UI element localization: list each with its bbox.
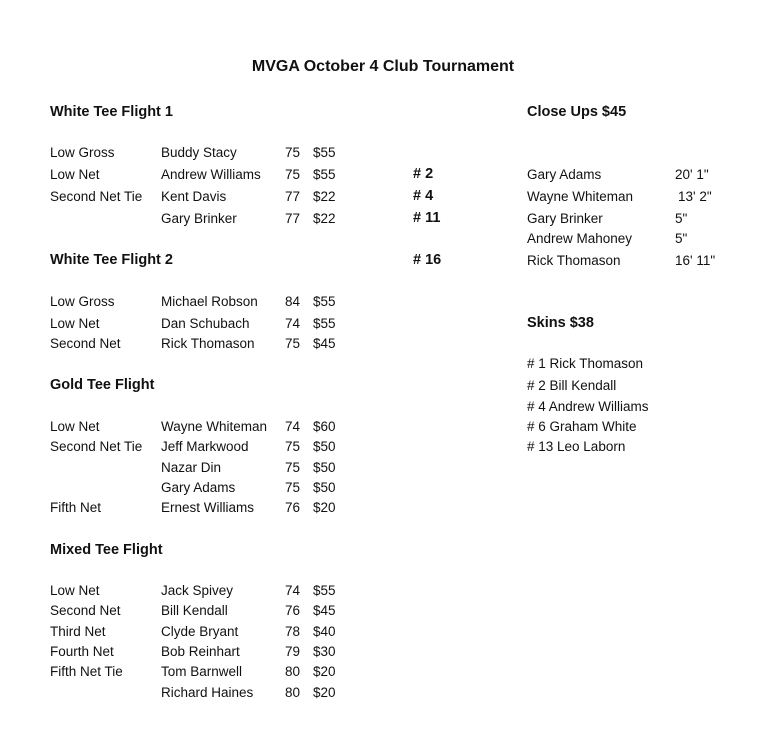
hole-number: # 16: [413, 252, 442, 268]
player-name: Gary Brinker: [161, 211, 237, 226]
score: 80: [285, 685, 301, 700]
closeup-player: Andrew Mahoney: [527, 231, 633, 246]
player-name: Rick Thomason: [161, 336, 255, 351]
prize: $55: [313, 167, 336, 182]
flight-heading: White Tee Flight 1: [50, 104, 173, 120]
score: 84: [285, 294, 301, 309]
hole-number: # 11: [413, 210, 441, 226]
score: 74: [285, 419, 301, 434]
skin-item: # 1 Rick Thomason: [527, 356, 644, 371]
score: 75: [285, 480, 301, 495]
closeup-player: Gary Brinker: [527, 211, 603, 226]
place-label: Low Net: [50, 316, 100, 331]
prize: $60: [313, 419, 336, 434]
prize: $50: [313, 439, 336, 454]
place-label: Low Gross: [50, 145, 115, 160]
player-name: Tom Barnwell: [161, 664, 243, 679]
hole-number: # 2: [413, 166, 434, 182]
prize: $22: [313, 189, 336, 204]
skin-item: # 2 Bill Kendall: [527, 378, 617, 393]
flight-heading: Mixed Tee Flight: [50, 542, 163, 558]
closeup-distance: 5": [675, 231, 688, 246]
player-name: Michael Robson: [161, 294, 258, 309]
closeup-distance: 5": [675, 211, 688, 226]
place-label: Low Gross: [50, 294, 115, 309]
player-name: Richard Haines: [161, 685, 254, 700]
prize: $45: [313, 336, 336, 351]
score: 75: [285, 336, 301, 351]
prize: $55: [313, 294, 336, 309]
hole-number: # 4: [413, 188, 434, 204]
skin-item: # 6 Graham White: [527, 419, 637, 434]
score: 76: [285, 500, 301, 515]
player-name: Clyde Bryant: [161, 624, 239, 639]
place-label: Low Net: [50, 167, 100, 182]
score: 75: [285, 167, 301, 182]
score: 77: [285, 189, 301, 204]
place-label: Fifth Net: [50, 500, 102, 515]
place-label: Fifth Net Tie: [50, 664, 123, 679]
player-name: Jeff Markwood: [161, 439, 249, 454]
prize: $50: [313, 460, 336, 475]
place-label: Second Net Tie: [50, 439, 143, 454]
score: 75: [285, 145, 301, 160]
prize: $30: [313, 644, 336, 659]
player-name: Kent Davis: [161, 189, 227, 204]
place-label: Second Net: [50, 603, 121, 618]
prize: $50: [313, 480, 336, 495]
score: 76: [285, 603, 301, 618]
prize: $22: [313, 211, 336, 226]
place-label: Fourth Net: [50, 644, 114, 659]
player-name: Andrew Williams: [161, 167, 261, 182]
player-name: Buddy Stacy: [161, 145, 237, 160]
place-label: Third Net: [50, 624, 106, 639]
score: 80: [285, 664, 301, 679]
prize: $45: [313, 603, 336, 618]
player-name: Nazar Din: [161, 460, 222, 475]
closeup-player: Rick Thomason: [527, 253, 621, 268]
place-label: Second Net Tie: [50, 189, 143, 204]
closeup-player: Wayne Whiteman: [527, 189, 634, 204]
prize: $20: [313, 500, 336, 515]
player-name: Dan Schubach: [161, 316, 250, 331]
closeups-heading: Close Ups $45: [527, 104, 627, 120]
score: 78: [285, 624, 301, 639]
player-name: Wayne Whiteman: [161, 419, 268, 434]
score: 74: [285, 583, 301, 598]
closeup-distance: 13' 2": [678, 189, 712, 204]
score: 75: [285, 439, 301, 454]
score: 75: [285, 460, 301, 475]
score: 74: [285, 316, 301, 331]
prize: $40: [313, 624, 336, 639]
place-label: Low Net: [50, 419, 100, 434]
place-label: Low Net: [50, 583, 100, 598]
skin-item: # 13 Leo Laborn: [527, 439, 626, 454]
player-name: Gary Adams: [161, 480, 236, 495]
page-title: MVGA October 4 Club Tournament: [251, 58, 515, 75]
player-name: Jack Spivey: [161, 583, 234, 598]
prize: $55: [313, 583, 336, 598]
prize: $20: [313, 664, 336, 679]
skin-item: # 4 Andrew Williams: [527, 399, 649, 414]
closeup-distance: 16' 11": [675, 253, 716, 268]
player-name: Bill Kendall: [161, 603, 228, 618]
closeup-distance: 20' 1": [675, 167, 709, 182]
score: 77: [285, 211, 301, 226]
prize: $55: [313, 316, 336, 331]
player-name: Bob Reinhart: [161, 644, 240, 659]
skins-heading: Skins $38: [527, 315, 594, 331]
player-name: Ernest Williams: [161, 500, 255, 515]
prize: $55: [313, 145, 336, 160]
closeup-player: Gary Adams: [527, 167, 602, 182]
flight-heading: Gold Tee Flight: [50, 377, 155, 393]
place-label: Second Net: [50, 336, 121, 351]
flight-heading: White Tee Flight 2: [50, 252, 173, 268]
score: 79: [285, 644, 301, 659]
prize: $20: [313, 685, 336, 700]
